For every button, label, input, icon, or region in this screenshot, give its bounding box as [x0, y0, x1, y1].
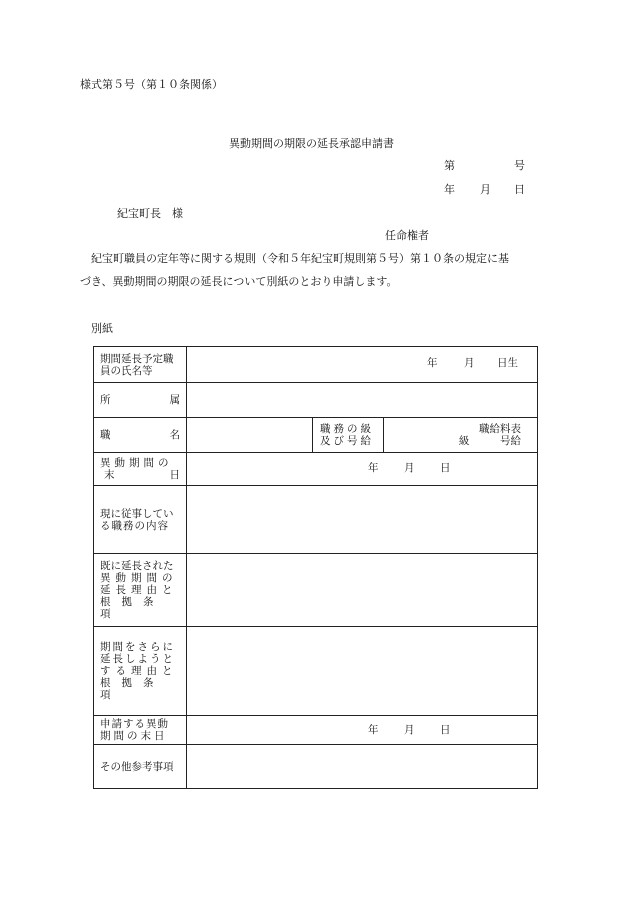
salary-step-label: 号給 — [500, 435, 522, 447]
further-extension-label-cell — [94, 627, 187, 716]
application-table — [93, 346, 538, 789]
page-title: 異動期間の期限の延長承認申請書 — [229, 137, 394, 150]
salary-table-label: 職給料表 — [479, 423, 522, 435]
date-day: 日 — [514, 183, 525, 196]
requested-end-day-label: 日 — [440, 724, 451, 736]
birth-day-label: 日生 — [497, 357, 518, 369]
table-row — [94, 627, 538, 716]
table-row — [94, 347, 538, 383]
requested-end-label-line-2: 期間の末日 — [100, 730, 168, 742]
requested-end-label-cell — [94, 716, 187, 745]
requested-end-month-label: 月 — [404, 724, 415, 736]
date-year: 年 — [444, 183, 455, 196]
period-end-label-line-1: 異動期間の — [100, 457, 173, 469]
previous-extension-label-line-2: 異動期間の — [100, 572, 178, 584]
table-row — [94, 486, 538, 554]
previous-extension-label-line-4: 根拠条項 — [100, 596, 165, 620]
body-text-line-2: づき、異動期間の期限の延長について別紙のとおり申請します。 — [80, 275, 398, 288]
department-value-cell[interactable] — [187, 383, 538, 418]
name-label-line-1: 期間延長予定職 — [100, 352, 174, 365]
department-label-cell — [94, 383, 187, 418]
table-row — [94, 554, 538, 627]
further-extension-value-cell[interactable] — [187, 627, 538, 716]
attachment-label: 別紙 — [91, 322, 113, 335]
department-label-a: 所 — [100, 394, 111, 406]
period-end-day-label: 日 — [440, 462, 451, 474]
salary-grade-label: 級 — [458, 435, 470, 447]
requested-end-year-label: 年 — [368, 724, 379, 736]
date-month: 月 — [480, 183, 491, 196]
name-label-cell — [94, 347, 187, 383]
table-row — [94, 745, 538, 789]
previous-extension-label-line-3: 延長理由と — [100, 584, 178, 596]
body-text-line-1: 紀宝町職員の定年等に関する規則（令和５年紀宝町規則第５号）第１０条の規定に基 — [91, 252, 509, 265]
grade-label-cell — [313, 418, 384, 453]
salary-value-cell[interactable] — [384, 418, 538, 453]
position-label-cell — [94, 418, 187, 453]
period-end-month-label: 月 — [404, 462, 415, 474]
previous-extension-label-line-1: 既に延長された — [100, 560, 174, 572]
birth-month-label: 月 — [464, 357, 475, 369]
period-end-label-line-2: 末日 — [104, 469, 235, 481]
position-label-a: 職 — [100, 429, 111, 441]
further-extension-label-line-2: 延長しようと — [100, 653, 175, 665]
birth-year-label: 年 — [427, 357, 438, 369]
other-notes-label-cell — [94, 745, 187, 789]
grade-label-line-1: 職務の級 — [320, 423, 374, 435]
current-duties-label-line-1: 現に従事してい — [100, 507, 174, 520]
period-end-year-label: 年 — [368, 462, 379, 474]
further-extension-label-line-4: 根拠条項 — [100, 677, 165, 701]
other-notes-label: その他参考事項 — [100, 760, 174, 773]
requested-end-value-cell[interactable] — [187, 716, 538, 745]
further-extension-label-line-3: する理由と — [100, 665, 178, 677]
previous-extension-label-cell — [94, 554, 187, 627]
current-duties-label-line-2: る職務の内容 — [100, 519, 169, 532]
form-number: 様式第５号（第１０条関係） — [80, 78, 223, 91]
position-value-cell[interactable] — [187, 418, 313, 453]
doc-number-suffix: 号 — [514, 159, 525, 172]
grade-label-line-2: 及び号給 — [320, 435, 374, 447]
table-row — [94, 716, 538, 745]
applicant-label: 任命権者 — [385, 229, 429, 242]
table-row — [94, 453, 538, 486]
previous-extension-value-cell[interactable] — [187, 554, 538, 627]
period-end-value-cell[interactable] — [187, 453, 538, 486]
table-row — [94, 383, 538, 418]
current-duties-value-cell[interactable] — [187, 486, 538, 554]
name-value-cell[interactable] — [187, 347, 538, 383]
requested-end-label-line-1: 申請する異動 — [100, 718, 169, 730]
current-duties-label-cell — [94, 486, 187, 554]
doc-number-prefix: 第 — [444, 159, 455, 172]
table-row — [94, 418, 538, 453]
position-label-b: 名 — [169, 429, 180, 441]
further-extension-label-line-1: 期間をさらに — [100, 641, 175, 653]
other-notes-value-cell[interactable] — [187, 745, 538, 789]
addressee: 紀宝町長 様 — [117, 207, 183, 220]
department-label-b: 属 — [169, 394, 180, 406]
period-end-label-cell — [94, 453, 235, 486]
name-label-line-2: 員の氏名等 — [100, 364, 153, 377]
